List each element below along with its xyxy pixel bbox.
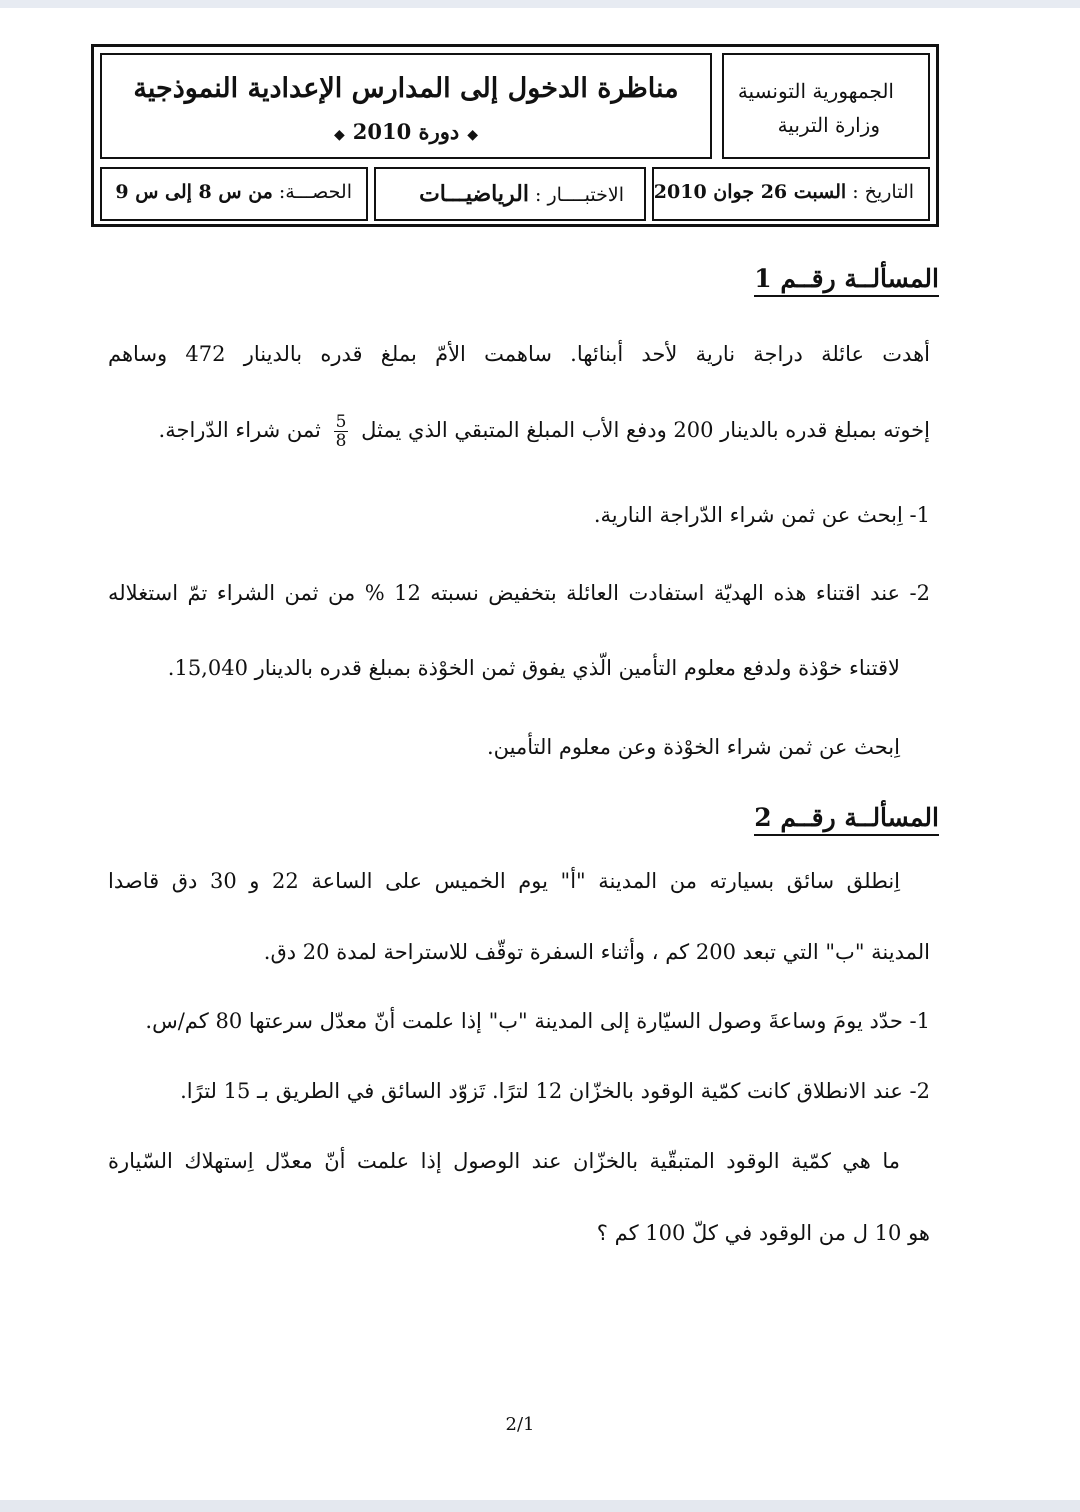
session-text: دورة 2010 <box>352 119 460 144</box>
problem2-heading: المسألــة رقــم 2 <box>754 803 939 836</box>
exam-session <box>102 119 710 144</box>
problem2-question1: 1- حدّد يومَ وساعةَ وصول السيّارة إلى المدينة "ب" إذا علمت أنّ معدّل سرعتها 80 كم/س. <box>145 1009 930 1033</box>
subject-cell <box>374 167 646 221</box>
page-number: 2/1 <box>505 1414 535 1435</box>
problem1-question2-line3: اِبحث عن ثمن شراء الخوْذة وعن معلوم التأمين. <box>486 735 900 759</box>
period-value: من س 8 إلى س 9 <box>115 181 273 203</box>
problem1-question1: 1- اِبحث عن ثمن شراء الدّراجة النارية. <box>593 503 930 527</box>
date-value: السبت 26 جوان 2010 <box>653 181 847 203</box>
top-strip <box>0 0 1080 8</box>
problem1-question2-line2: لاقتناء خوْذة ولدفع معلوم التأمين الّذي يفوق ثمن الخوْذة بمبلغ قدره بالدينار 15,040. <box>167 656 900 680</box>
fraction-numerator: 5 <box>335 412 347 432</box>
problem1-heading: المسألــة رقــم 1 <box>754 264 939 297</box>
subject-label: الاختبــــار : <box>535 184 624 206</box>
problem2-line2: المدينة "ب" التي تبعد 200 كم ، وأثناء السفرة توقّف للاستراحة لمدة 20 دق. <box>263 940 930 964</box>
date-label: التاريخ : <box>852 181 914 203</box>
fraction-five-eighths <box>334 413 349 450</box>
problem1-question2-line1: 2- عند اقتناء هذه الهديّة استفادت العائلة بتخفيض نسبته 12 % من ثمن الشراء تمّ استغلاله <box>108 581 930 605</box>
diamond-icon: ◆ <box>334 127 345 143</box>
exam-header-box <box>91 44 939 227</box>
country-name: الجمهورية التونسية <box>737 79 894 103</box>
exam-page <box>0 8 1080 1500</box>
problem1-line2-part1: إخوته بمبلغ قدره بالدينار 200 ودفع الأب المبلغ المتبقي الذي يمثل <box>361 418 930 442</box>
ministry-cell <box>722 53 930 159</box>
diamond-icon: ◆ <box>467 127 478 143</box>
date-cell <box>652 167 930 221</box>
fraction-denominator: 8 <box>335 431 347 451</box>
problem1-line2 <box>108 413 930 450</box>
problem1-line1: أهدت عائلة دراجة نارية لأحد أبنائها. ساهمت الأمّ بملغ قدره بالدينار 472 وساهم <box>108 342 930 366</box>
problem2-question2-line2: ما هي كمّية الوقود المتبقّية بالخزّان عند الوصول إذا علمت أنّ معدّل اِستهلاك السّيارة <box>108 1149 900 1173</box>
bottom-strip <box>0 1500 1080 1512</box>
subject-value: الرياضيـــات <box>419 181 529 207</box>
problem2-line1: اِنطلق سائق بسيارته من المدينة "أ" يوم الخميس على الساعة 22 و 30 دق قاصدا <box>108 869 901 893</box>
period-label: الحصـــة: <box>278 181 352 203</box>
period-cell <box>100 167 368 221</box>
ministry-name: وزارة التربية <box>777 113 880 137</box>
title-cell <box>100 53 712 159</box>
problem1-line2-part2: ثمن شراء الدّراجة. <box>158 418 321 442</box>
exam-title: مناظرة الدخول إلى المدارس الإعدادية النموذجية <box>133 73 679 104</box>
problem2-question2-line3: هو 10 ل من الوقود في كلّ 100 كم ؟ <box>596 1221 930 1245</box>
problem2-question2-line1: 2- عند الانطلاق كانت كمّية الوقود بالخزّان 12 لترًا. تَزوّد السائق في الطريق بـ 15 لترًا. <box>180 1079 930 1103</box>
